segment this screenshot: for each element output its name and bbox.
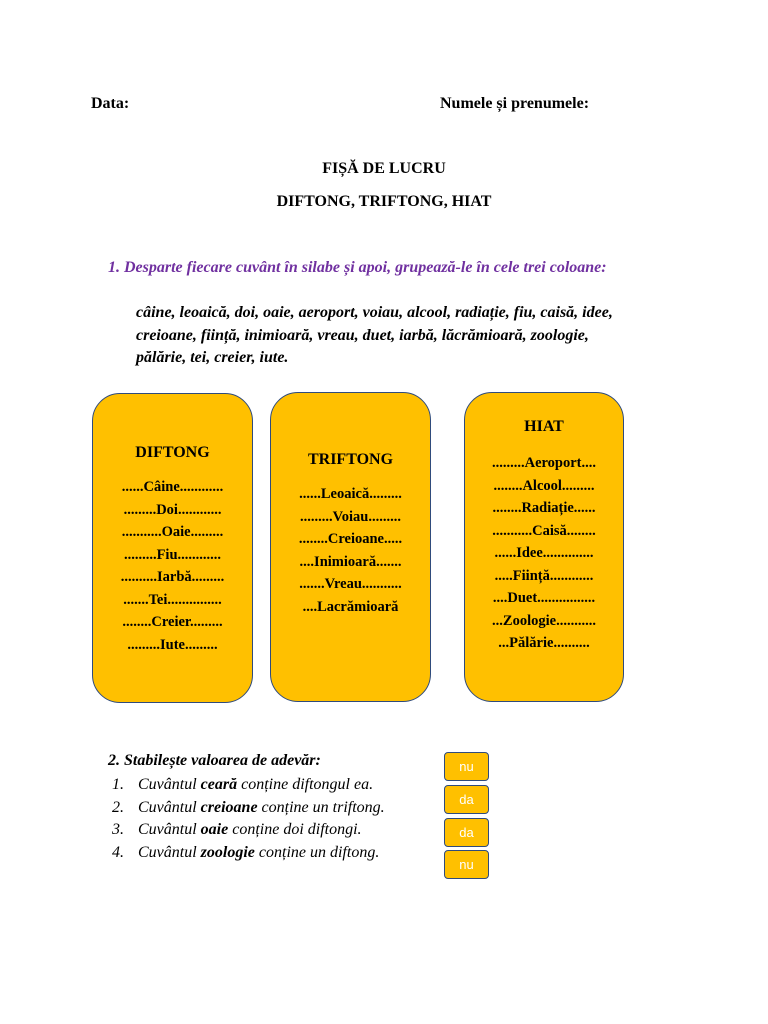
triftong-item: ....Inimioară....... — [299, 553, 402, 570]
diftong-item: ......Câine............ — [121, 479, 224, 495]
hiat-items — [465, 452, 623, 655]
answer-box[interactable]: da — [444, 818, 489, 847]
diftong-item: .........Doi............ — [123, 501, 222, 518]
statement-keyword: zoologie — [200, 843, 255, 861]
statement-number: 1. — [112, 776, 124, 793]
exercise2-instruction: 2. Stabilește valoarea de adevăr: — [108, 752, 321, 769]
statement-text: Cuvântul — [138, 843, 201, 861]
hiat-item: ...Pălărie.......... — [498, 635, 590, 651]
hiat-item: ........Radiație...... — [492, 500, 596, 516]
word-list-line: pălărie, tei, creier, iute. — [136, 349, 289, 366]
hiat-item: ...........Caisă........ — [492, 522, 596, 539]
answer-box[interactable]: nu — [444, 850, 489, 879]
statement-number: 3. — [112, 821, 124, 838]
triftong-item: .......Vreau........... — [299, 576, 402, 592]
statement-text: conține un diftong. — [254, 843, 380, 861]
name-label: Numele și prenumele: — [440, 95, 590, 112]
worksheet-title: FIȘĂ DE LUCRU — [322, 160, 446, 177]
statement-text: conține un triftong. — [257, 798, 385, 816]
triftong-item: ....Lacrămioară — [302, 598, 399, 615]
diftong-item: ...........Oaie......... — [121, 524, 224, 540]
statement-text: conține doi diftongi. — [228, 821, 362, 838]
hiat-item: ......Idee.............. — [494, 545, 594, 561]
answer-box[interactable]: da — [444, 785, 489, 814]
statement-list — [112, 774, 385, 864]
word-list-line: câine, leoaică, doi, oaie, aeroport, voiau, alcool, radiație, fiu, caisă, idee, — [136, 304, 613, 321]
diftong-item: .........Fiu............ — [123, 546, 222, 563]
statement-number: 4. — [112, 843, 124, 861]
word-list — [136, 302, 613, 370]
statement-text: conține diftongul ea. — [237, 776, 374, 793]
hiat-heading: HIAT — [524, 418, 564, 435]
diftong-item: ........Creier......... — [122, 614, 223, 630]
statement-row — [112, 842, 385, 865]
word-list-line: creioane, ființă, inimioară, vreau, duet, iarbă, lăcrămioară, zoologie, — [136, 326, 589, 344]
statement-text: Cuvântul — [138, 798, 201, 816]
hiat-box — [464, 392, 624, 702]
statement-row — [112, 774, 385, 797]
worksheet-subtitle: DIFTONG, TRIFTONG, HIAT — [276, 193, 492, 210]
exercise1-instruction: 1. Desparte fiecare cuvânt în silabe și apoi, grupează-le în cele trei coloane: — [108, 259, 607, 276]
triftong-heading: TRIFTONG — [307, 451, 394, 468]
statement-row — [112, 819, 385, 842]
statement-text: Cuvântul — [138, 776, 201, 793]
hiat-item: .....Ființă............ — [494, 567, 594, 584]
statement-number: 2. — [112, 798, 124, 816]
hiat-item: ...Zoologie........... — [492, 612, 596, 629]
statement-row — [112, 797, 385, 820]
triftong-items — [271, 483, 430, 618]
diftong-item: .......Tei............... — [123, 591, 222, 608]
triftong-item: .........Voiau......... — [300, 508, 401, 525]
triftong-item: ......Leoaică......... — [299, 486, 402, 502]
hiat-item: ........Alcool......... — [493, 477, 595, 494]
diftong-item: ..........Iarbă......... — [120, 569, 225, 585]
diftong-item: .........Iute......... — [127, 636, 218, 653]
diftong-heading: DIFTONG — [135, 444, 210, 461]
triftong-box — [270, 392, 431, 702]
diftong-box — [92, 393, 253, 703]
statement-keyword: oaie — [200, 821, 229, 838]
statement-keyword: creioane — [200, 798, 258, 816]
statement-keyword: ceară — [200, 776, 238, 793]
statement-text: Cuvântul — [138, 821, 201, 838]
hiat-item: .........Aeroport.... — [491, 455, 597, 471]
diftong-items — [93, 476, 252, 656]
date-label: Data: — [91, 95, 130, 112]
answer-box[interactable]: nu — [444, 752, 489, 781]
hiat-item: ....Duet................ — [492, 590, 596, 606]
triftong-item: ........Creioane..... — [298, 531, 403, 547]
